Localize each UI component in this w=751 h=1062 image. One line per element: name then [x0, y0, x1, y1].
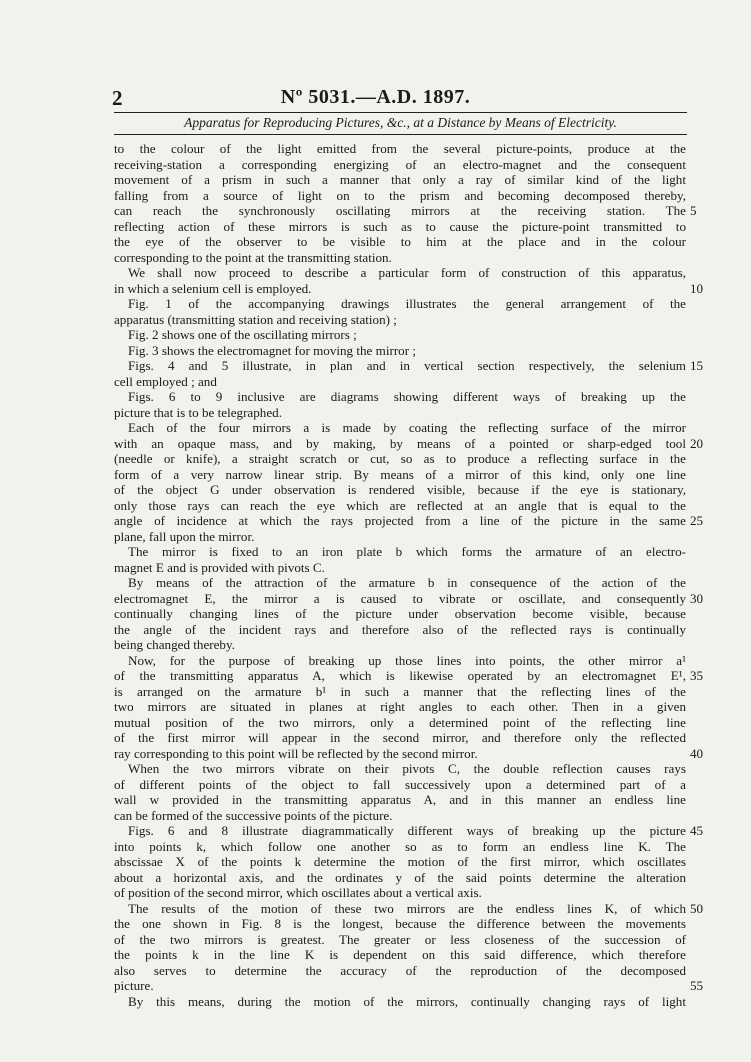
- text-line: can be formed of the successive points of the picture.: [114, 807, 393, 823]
- text-line: falling from a source of light on to the prism and becoming decomposed thereby,: [114, 187, 686, 203]
- text-line: only those rays can reach the eye which are reflected at an angle that is equal to the: [114, 497, 686, 513]
- text-line: being changed thereby.: [114, 637, 235, 652]
- text-line: continually changing lines of the picture under observation become visible, because: [114, 606, 686, 621]
- text-line: angle of incidence at which the rays projected from a line of the picture in the same: [114, 513, 686, 528]
- margin-line-number: 40: [690, 745, 704, 761]
- text-line: in which a selenium cell is employed.: [114, 280, 312, 296]
- text-line: Fig. 1 of the accompanying drawings illustrates the general arrangement of the: [128, 296, 686, 311]
- text-line: Figs. 4 and 5 illustrate, in plan and in vertical section respectively, the selenium: [128, 358, 686, 373]
- text-line: the points k in the line K is dependent on this said difference, which therefore: [114, 947, 686, 962]
- text-line: picture that is to be telegraphed.: [114, 404, 282, 420]
- text-line: corresponding to the point at the transmitting station.: [114, 249, 392, 265]
- text-line: ray corresponding to this point will be reflected by the second mirror.: [114, 745, 478, 761]
- text-line: electromagnet E, the mirror a is caused to vibrate or oscillate, and consequently: [114, 590, 686, 606]
- text-line: plane, fall upon the mirror.: [114, 528, 255, 544]
- text-line: We shall now proceed to describe a particular form of construction of this apparatus,: [128, 265, 686, 280]
- margin-line-number: 25: [690, 513, 704, 528]
- text-line: Figs. 6 to 9 inclusive are diagrams showing different ways of breaking up the: [128, 389, 686, 404]
- running-title: Apparatus for Reproducing Pictures, &c., at a Distance by Means of Electricity.: [184, 115, 617, 130]
- text-line: cell employed ; and: [114, 373, 217, 389]
- text-line: the angle of the incident rays and therefore also of the reflected rays is continually: [114, 621, 686, 637]
- header-rule-top: [114, 112, 687, 113]
- margin-line-number: 15: [690, 358, 704, 373]
- body-text: [114, 141, 686, 1009]
- text-line: reflecting action of these mirrors is such as to cause the picture-point transmitted to: [114, 218, 686, 234]
- text-line: Fig. 2 shows one of the oscillating mirrors ;: [128, 327, 357, 342]
- text-line: also serves to determine the accuracy of the reproduction of the decomposed: [114, 962, 686, 978]
- text-line: receiving-station a corresponding energizing of an electro-magnet and the consequent: [114, 156, 686, 172]
- text-line: Now, for the purpose of breaking up those lines into points, the other mirror a¹: [128, 652, 686, 668]
- text-line: Fig. 3 shows the electromagnet for moving the mirror ;: [128, 342, 417, 358]
- margin-line-number: 5: [690, 203, 697, 218]
- text-line: with an opaque mass, and by making, by means of a pointed or sharp-edged tool: [114, 435, 686, 451]
- text-line: apparatus (transmitting station and receiving station) ;: [114, 311, 397, 327]
- text-line: By means of the attraction of the armature b in consequence of the action of the: [128, 575, 686, 590]
- text-line: is arranged on the armature b¹ in such a manner that the reflecting lines of the: [114, 683, 686, 699]
- header-rule-bottom: [114, 134, 687, 135]
- text-line: of the transmitting apparatus A, which is likewise operated by an electromagnet E¹,: [114, 668, 686, 683]
- text-line: magnet E and is provided with pivots C.: [114, 559, 325, 575]
- text-line: of different points of the object to fall successively upon a determined part of a: [114, 776, 686, 792]
- text-line: the one shown in Fig. 8 is the longest, because the difference between the movements: [114, 916, 686, 931]
- text-line: Figs. 6 and 8 illustrate diagrammatically different ways of breaking up the picture: [128, 823, 686, 838]
- margin-line-number: 30: [690, 590, 704, 606]
- text-line: wall w provided in the transmitting apparatus A, and in this manner an endless line: [114, 792, 686, 807]
- patent-number-heading: Nº 5031.—A.D. 1897.: [280, 86, 471, 108]
- margin-line-number: 35: [690, 668, 704, 683]
- text-line: The mirror is fixed to an iron plate b which forms the armature of an electro-: [128, 544, 686, 559]
- text-line: of position of the second mirror, which oscillates about a vertical axis.: [114, 885, 482, 900]
- text-line: When the two mirrors vibrate on their pivots C, the double reflection causes rays: [128, 761, 686, 776]
- text-line: picture.: [114, 978, 154, 993]
- text-line: By this means, during the motion of the mirrors, continually changing rays of light: [128, 993, 686, 1009]
- text-line: (needle or knife), a straight scratch or cut, so as to produce a reflecting surface in the: [114, 451, 686, 466]
- margin-line-number: 50: [690, 900, 704, 916]
- text-line: can reach the synchronously oscillating mirrors at the receiving station. The: [114, 203, 686, 218]
- margin-line-number: 55: [690, 978, 704, 993]
- text-line: form of a very narrow linear strip. By means of a mirror of this kind, only one line: [114, 466, 686, 482]
- margin-line-number: 10: [690, 280, 704, 296]
- text-line: movement of a prism in such a manner that only a ray of similar kind of the light: [114, 172, 686, 187]
- text-line: Each of the four mirrors a is made by coating the reflecting surface of the mirror: [128, 420, 686, 435]
- margin-line-number: 45: [690, 823, 704, 838]
- margin-line-number: 20: [690, 435, 704, 451]
- text-line: of the two mirrors is greatest. The greater or less closeness of the succession of: [114, 931, 686, 947]
- text-line: two mirrors are situated in planes at right angles to each other. Then in a given: [114, 699, 686, 714]
- text-line: into points k, which follow one another so as to form an endless line K. The: [114, 838, 686, 854]
- page-number: 2: [112, 86, 123, 110]
- text-line: the eye of the observer to be visible to him at the place and in the colour: [114, 234, 686, 249]
- text-line: to the colour of the light emitted from the several picture-points, produce at the: [114, 141, 686, 156]
- text-line: of the object G under observation is rendered visible, because if the eye is stationary,: [114, 482, 686, 497]
- text-line: The results of the motion of these two mirrors are the endless lines K, of which: [128, 900, 686, 916]
- text-line: abscissae X of the points k determine the motion of the first mirror, which oscillates: [114, 854, 686, 869]
- text-line: of the first mirror will appear in the second mirror, and therefore only the reflected: [114, 730, 686, 745]
- text-line: about a horizontal axis, and the ordinates y of the said points determine the alteration: [114, 869, 686, 885]
- text-line: mutual position of the two mirrors, only a determined point of the reflecting line: [114, 714, 686, 730]
